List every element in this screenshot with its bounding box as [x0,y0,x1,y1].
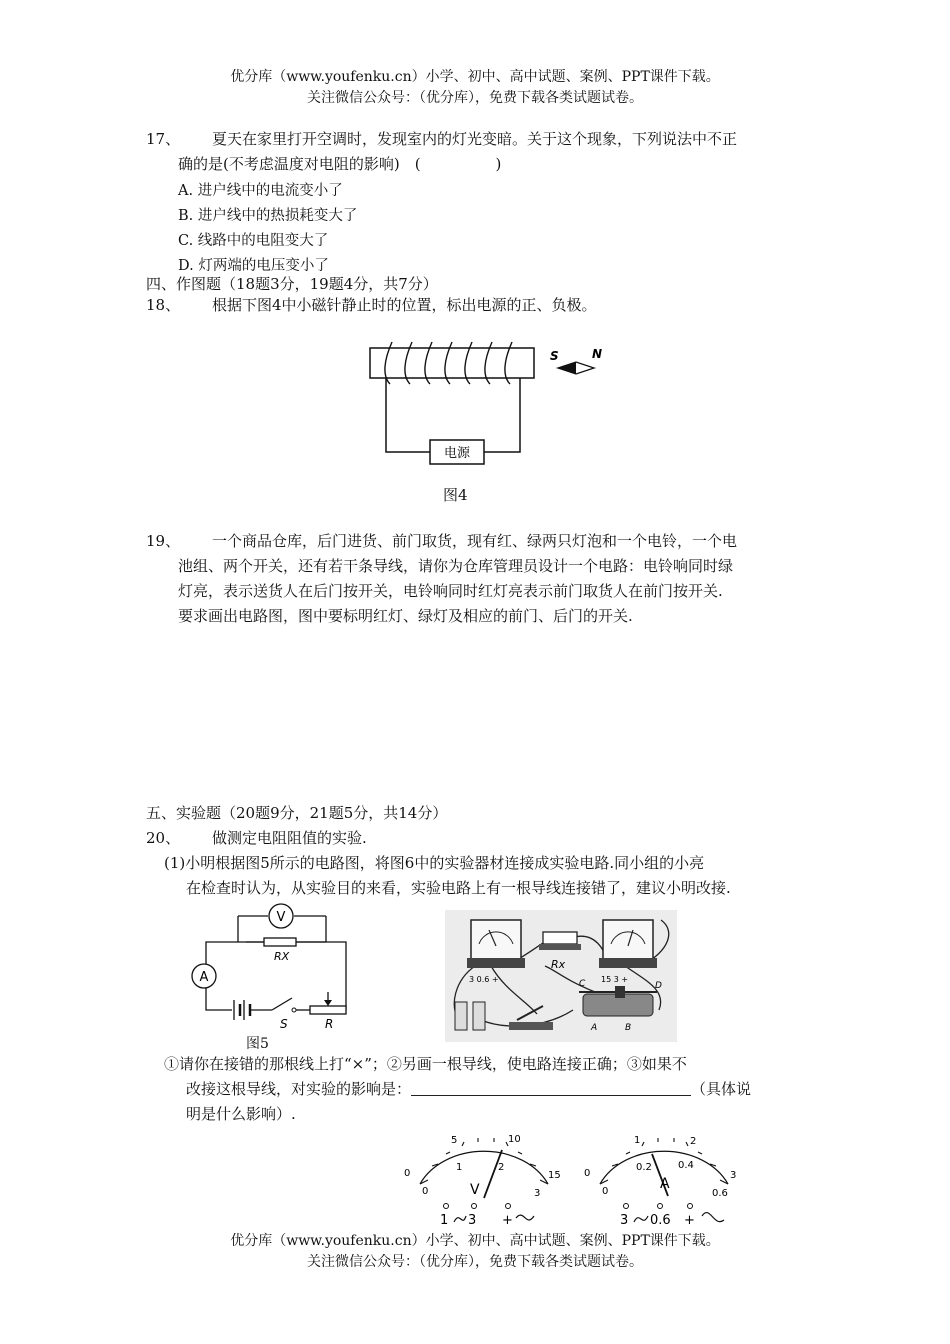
a-term-0-6: 0.6 [650,1213,671,1228]
a-top-3: 3 [730,1170,737,1181]
voltmeter-wire-plus [516,1215,534,1220]
q20-task-line-2-prefix: 改接这根导线，对实验的影响是： [186,1080,412,1098]
rheostat-a-label: A [591,1023,598,1033]
q17-text-line-1: 夏天在家里打开空调时，发现室内的灯光变暗。关于这个现象，下列说法中不正 [212,130,738,148]
v-top-0: 0 [404,1168,411,1179]
q17-option-c: C. 线路中的电阻变大了 [178,233,329,249]
rheostat-c-label: C [579,979,586,989]
a-term-3: 3 [620,1213,629,1228]
q20-part1-line-1: (1)小明根据图5所示的电路图，将图6中的实验器材连接成实验电路.同小组的小亮 [164,854,705,872]
q20-number: 20、 [146,829,181,847]
switch-label: S [280,1017,288,1031]
wire-right [484,378,520,452]
resistor-rx-label: RX [274,950,290,963]
answer-blank[interactable] [411,1081,691,1096]
a-bottom-0-6: 0.6 [712,1188,728,1199]
wire-left [386,378,430,452]
section-4-title: 四、作图题（18题3分，19题4分，共7分） [146,275,438,293]
q19-line-3: 灯亮，表示送货人在后门按开关，电铃响同时红灯亮表示前门取货人在前门按开关. [178,582,723,600]
figure-5-caption: 图5 [246,1036,269,1052]
section-5-title: 五、实验题（20题9分，21题5分，共14分） [146,804,448,822]
rheostat-d-label: D [655,981,662,991]
q18-text: 根据下图4中小磁针静止时的位置，标出电源的正、负极。 [212,296,597,314]
needle-n-label: N [592,347,603,361]
figure-4-caption: 图4 [443,486,468,504]
v-term-plus: + [502,1213,513,1228]
ammeter-terminals: 3 0.6 + [469,975,499,984]
v-term-1: 1 [440,1213,449,1228]
figure-6-apparatus [445,910,677,1042]
a-bottom-0-2: 0.2 [636,1162,652,1173]
voltmeter-needle [484,1150,505,1198]
q20-text: 做测定电阻阻值的实验. [212,829,367,847]
rheostat-label: R [325,1017,334,1031]
q17-text-line-2: 确的是(不考虑温度对电阻的影响) ( ) [178,155,502,173]
a-bottom-0: 0 [602,1186,609,1197]
a-top-1: 1 [634,1135,641,1146]
q19-line-1: 一个商品仓库，后门进货、前门取货，现有红、绿两只灯泡和一个电铃，一个电 [212,532,738,550]
voltmeter-dial-letter: V [470,1182,480,1198]
figure-4-solenoid-circuit [360,340,620,470]
v-top-10: 10 [508,1134,521,1145]
resistor-rx-device [539,932,581,950]
v-top-5: 5 [451,1135,458,1146]
header-line-2: 关注微信公众号：（优分库），免费下载各类试题试卷。 [307,90,643,106]
q17-number: 17、 [146,130,181,148]
solenoid-core [370,348,534,378]
v-top-15: 15 [548,1170,561,1181]
ammeter-device [467,920,525,968]
magnetic-needle-s-half [558,362,576,374]
battery-symbol [234,1000,250,1020]
ammeter-wire-plus [702,1213,724,1222]
footer-line-2: 关注微信公众号：（优分库），免费下载各类试题试卷。 [307,1254,643,1270]
voltmeter-device [599,920,657,968]
q20-task-line-2-suffix: （具体说 [691,1080,752,1098]
a-top-0: 0 [584,1168,591,1179]
rheostat-b-label: B [625,1023,632,1033]
rheostat [310,1006,346,1014]
q17-option-d: D. 灯两端的电压变小了 [178,258,329,274]
voltmeter-letter: V [276,910,286,925]
q19-line-4: 要求画出电路图，图中要标明红灯、绿灯及相应的前门、后门的开关. [178,607,633,625]
v-term-3: 3 [468,1213,477,1228]
v-bottom-0: 0 [422,1186,429,1197]
footer-line-1: 优分库（www.youfenku.cn）小学、初中、高中试题、案例、PPT课件下载。 [230,1233,720,1249]
meters-figure [398,1132,758,1232]
resistor-rx [264,938,296,946]
q20-part1-line-2: 在检查时认为，从实验目的来看，实验电路上有一根导线连接错了，建议小明改接. [186,879,731,897]
a-top-2: 2 [690,1136,697,1147]
voltmeter-terminals: 15 3 + [601,975,629,984]
resistor-rx-photo-label: Rx [551,958,566,971]
q20-task-line-3: 明是什么影响）. [186,1105,296,1123]
a-bottom-0-4: 0.4 [678,1160,694,1171]
voltmeter-wire [454,1216,466,1222]
voltmeter-dial [420,1138,548,1198]
v-bottom-3: 3 [534,1188,541,1199]
q20-task-line-1: ①请你在接错的那根线上打“×”；②另画一根导线，使电路连接正确；③如果不 [164,1055,687,1073]
ammeter-dial-letter: A [660,1176,670,1192]
voltmeter-ticks [420,1138,548,1184]
q19-line-2: 池组、两个开关，还有若干条导线，请你为仓库管理员设计一个电路：电铃响同时绿 [178,557,734,575]
v-bottom-1: 1 [456,1162,463,1173]
q19-number: 19、 [146,532,181,550]
rheostat-arrow [324,1000,332,1006]
q20-task-line-2 [186,1078,751,1099]
switch-contact [292,1008,296,1012]
a-term-plus: + [684,1213,695,1228]
figure-5-circuit-diagram [180,898,370,1033]
q17-option-b: B. 进户线中的热损耗变大了 [178,208,358,224]
power-source-label: 电源 [443,446,471,461]
ammeter-letter: A [199,970,209,985]
q18-number: 18、 [146,296,181,314]
needle-s-label: S [550,349,559,363]
ammeter-wire [634,1216,648,1222]
v-bottom-2: 2 [498,1162,505,1173]
q17-option-a: A. 进户线中的电流变小了 [178,183,343,199]
header-line-1: 优分库（www.youfenku.cn）小学、初中、高中试题、案例、PPT课件下载。 [230,69,720,85]
